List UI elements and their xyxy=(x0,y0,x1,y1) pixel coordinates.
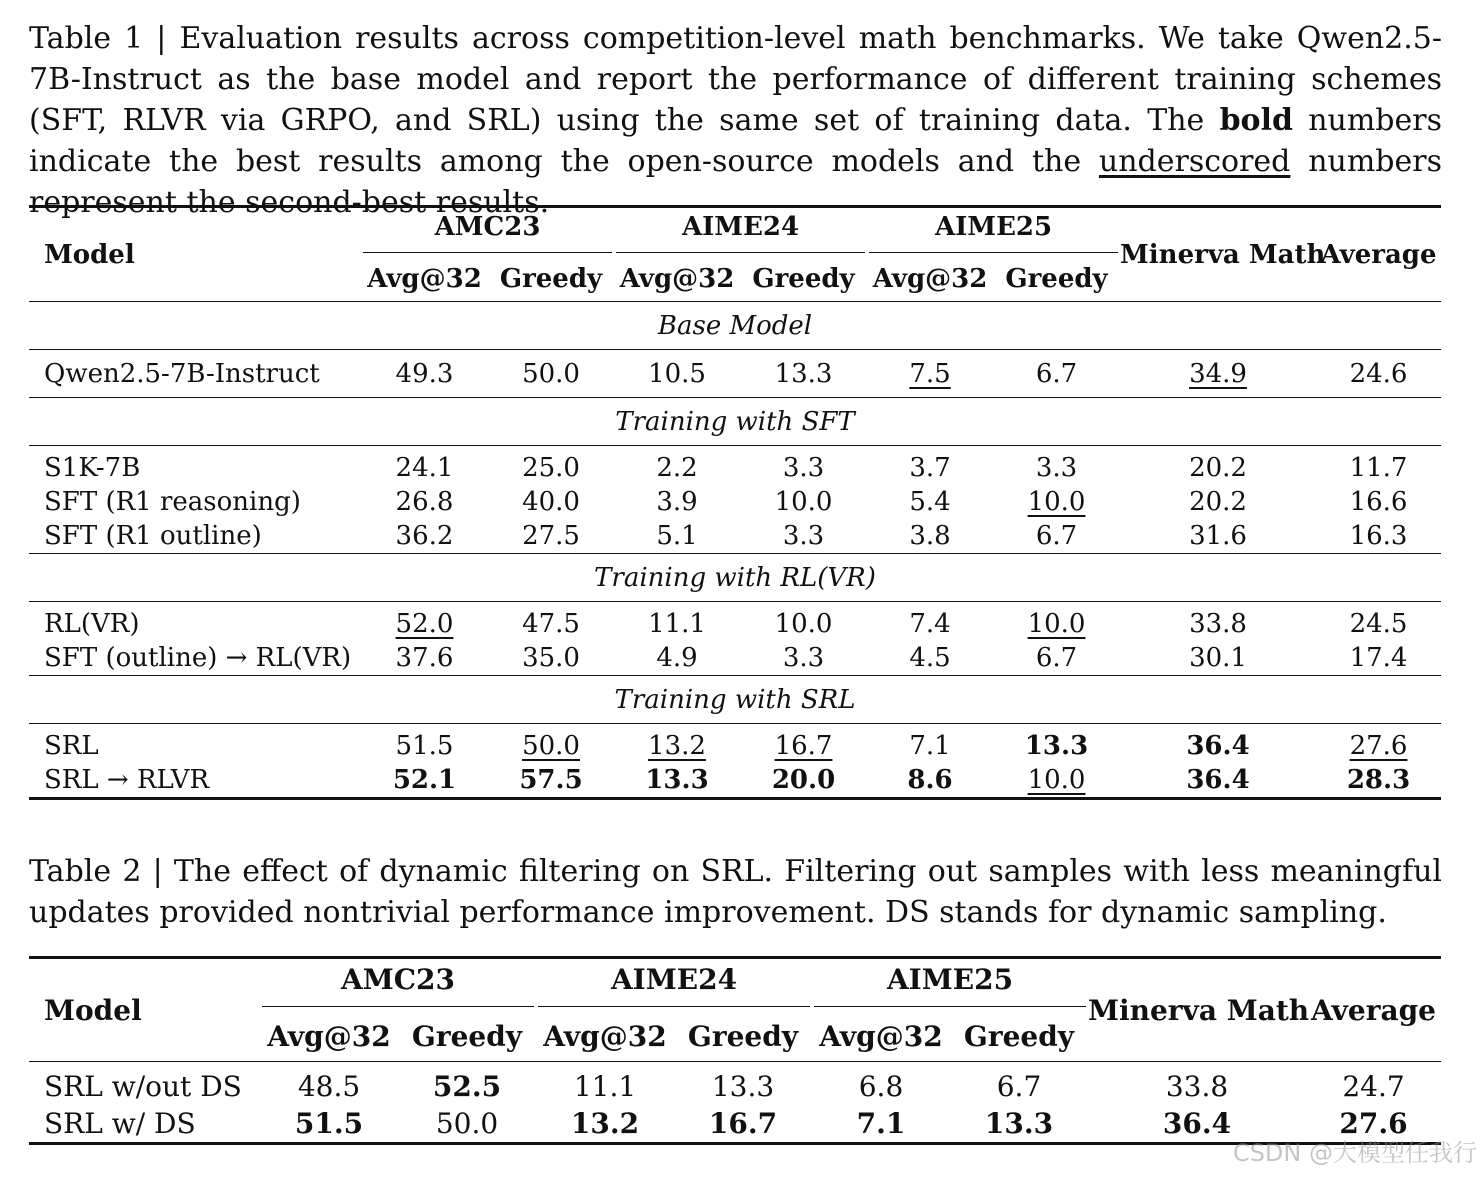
model-cell: SRL → RLVR xyxy=(44,765,210,795)
model-cell: SFT (R1 outline) xyxy=(44,521,262,551)
sub-header: Avg@32 xyxy=(267,1019,391,1053)
value-cell: 13.3 xyxy=(674,1062,812,1106)
value-cell: 13.3 xyxy=(993,724,1120,764)
value-cell: 4.5 xyxy=(909,643,951,673)
value-cell: 40.0 xyxy=(522,487,580,517)
value-cell: 3.3 xyxy=(740,446,867,486)
value-cell: 3.9 xyxy=(656,487,698,517)
table-row xyxy=(29,1062,1441,1106)
table-row xyxy=(29,519,1441,554)
value-cell: 47.5 xyxy=(488,602,614,642)
value-cell: 8.6 xyxy=(907,765,953,795)
value-cell: 6.7 xyxy=(1035,643,1078,673)
caption-bold-word: bold xyxy=(1219,103,1293,138)
value-cell: 48.5 xyxy=(260,1062,398,1106)
value-cell: 27.6 xyxy=(1339,1107,1408,1140)
model-cell: SRL w/ DS xyxy=(44,1107,196,1140)
value-cell: 24.5 xyxy=(1316,602,1441,642)
table2-caption-text: The effect of dynamic filtering on SRL. Filtering out samples with less meaningful updates provided nontrivial performance improvement. DS stands for dynamic sampling. xyxy=(29,854,1442,930)
value-cell: 30.1 xyxy=(1189,643,1247,673)
group-header-amc23: AMC23 xyxy=(260,958,536,1012)
group-header-aime24: AIME24 xyxy=(536,958,812,1012)
value-cell: 13.3 xyxy=(645,765,709,795)
value-cell: 57.5 xyxy=(519,765,583,795)
value-cell: 51.5 xyxy=(361,724,488,764)
value-cell: 26.8 xyxy=(395,487,454,517)
table-row xyxy=(29,485,1441,519)
model-cell: SFT (R1 reasoning) xyxy=(44,487,301,517)
table-row xyxy=(29,602,1441,642)
value-cell: 13.3 xyxy=(740,350,867,398)
value-cell: 24.7 xyxy=(1306,1062,1441,1106)
sub-header: Avg@32 xyxy=(619,263,735,294)
table1-label: Table 1 | xyxy=(29,21,180,56)
caption-underline-word: underscored xyxy=(1098,144,1291,179)
minerva-header: Minerva Math xyxy=(1120,239,1326,270)
value-cell: 3.8 xyxy=(909,521,951,551)
value-cell: 16.7 xyxy=(708,1107,778,1140)
value-cell: 6.7 xyxy=(993,350,1120,398)
value-cell: 35.0 xyxy=(522,643,580,673)
value-cell: 52.0 xyxy=(361,602,488,642)
table-row xyxy=(29,724,1441,764)
value-cell: 20.2 xyxy=(1120,446,1316,486)
value-cell: 13.2 xyxy=(614,724,740,764)
table-row xyxy=(29,350,1441,398)
value-cell: 37.6 xyxy=(395,643,454,673)
value-cell: 4.9 xyxy=(656,643,698,673)
value-cell: 5.1 xyxy=(656,521,698,551)
value-cell: 31.6 xyxy=(1189,521,1247,551)
sub-header: Greedy xyxy=(1005,263,1108,294)
sub-header: Greedy xyxy=(411,1019,523,1053)
value-cell: 7.1 xyxy=(867,724,993,764)
model-cell: SFT (outline) → RL(VR) xyxy=(44,643,352,673)
value-cell: 50.0 xyxy=(488,350,614,398)
value-cell: 50.0 xyxy=(488,724,614,764)
table-row xyxy=(29,641,1441,676)
value-cell: 10.5 xyxy=(614,350,740,398)
value-cell: 36.4 xyxy=(1186,765,1250,795)
value-cell: 50.0 xyxy=(435,1107,499,1140)
value-cell: 52.5 xyxy=(398,1062,536,1106)
sub-header: Avg@32 xyxy=(543,1019,667,1053)
value-cell: 27.5 xyxy=(522,521,580,551)
value-cell: 13.2 xyxy=(570,1107,640,1140)
value-cell: 10.0 xyxy=(1027,765,1086,795)
table1 xyxy=(29,205,1441,800)
value-cell: 10.0 xyxy=(774,487,833,517)
value-cell: 25.0 xyxy=(488,446,614,486)
section-title: Training with RL(VR) xyxy=(29,554,1441,602)
value-cell: 36.2 xyxy=(395,521,454,551)
average-header: Average xyxy=(1320,239,1437,270)
table2 xyxy=(29,956,1441,1145)
value-cell: 49.3 xyxy=(361,350,488,398)
value-cell: 20.2 xyxy=(1189,487,1247,517)
sub-header: Avg@32 xyxy=(367,263,482,294)
value-cell: 36.4 xyxy=(1120,724,1316,764)
table1-caption-text-b: numbers indicate the best results among the open-source models and the xyxy=(29,103,1442,179)
value-cell: 7.5 xyxy=(867,350,993,398)
value-cell: 13.3 xyxy=(984,1107,1054,1140)
value-cell: 27.6 xyxy=(1316,724,1441,764)
table1-caption-text-a: Evaluation results across competition-level math benchmarks. We take Qwen2.5-7B-Instruct as the base model and report the performance of different training schemes (SFT, RLVR via GRPO, and SRL) using the same set of training data. The xyxy=(29,21,1442,138)
value-cell: 6.7 xyxy=(1035,521,1078,551)
value-cell: 6.7 xyxy=(950,1062,1088,1106)
section-title: Training with SFT xyxy=(29,398,1441,446)
table2-label: Table 2 | xyxy=(29,854,174,889)
value-cell: 3.7 xyxy=(867,446,993,486)
model-cell: SRL xyxy=(29,724,361,764)
table-row xyxy=(29,446,1441,486)
value-cell: 10.0 xyxy=(993,602,1120,642)
value-cell: 20.0 xyxy=(771,765,836,795)
value-cell: 52.1 xyxy=(392,765,457,795)
value-cell: 16.7 xyxy=(740,724,867,764)
value-cell: 28.3 xyxy=(1346,765,1411,795)
section-title: Training with SRL xyxy=(29,676,1441,724)
value-cell: 17.4 xyxy=(1349,643,1408,673)
model-header: Model xyxy=(44,239,135,270)
table-row xyxy=(29,1105,1441,1144)
table2-caption xyxy=(29,851,1442,933)
value-cell: 36.4 xyxy=(1162,1107,1232,1140)
value-cell: 34.9 xyxy=(1120,350,1316,398)
sub-header: Greedy xyxy=(963,1019,1075,1053)
value-cell: 24.6 xyxy=(1316,350,1441,398)
sub-header: Greedy xyxy=(687,1019,799,1053)
sub-header: Greedy xyxy=(499,263,603,294)
minerva-header: Minerva Math xyxy=(1088,993,1310,1027)
value-cell: 5.4 xyxy=(909,487,951,517)
value-cell: 24.1 xyxy=(361,446,488,486)
section-title: Base Model xyxy=(29,302,1441,350)
value-cell: 11.7 xyxy=(1316,446,1441,486)
value-cell: 10.0 xyxy=(740,602,867,642)
sub-header: Avg@32 xyxy=(819,1019,943,1053)
value-cell: 11.1 xyxy=(614,602,740,642)
value-cell: 6.8 xyxy=(812,1062,950,1106)
value-cell: 7.1 xyxy=(856,1107,906,1140)
sub-header: Avg@32 xyxy=(872,263,988,294)
group-header-amc23: AMC23 xyxy=(361,207,614,257)
value-cell: 7.4 xyxy=(867,602,993,642)
value-cell: 51.5 xyxy=(294,1107,364,1140)
watermark: CSDN @大模型任我行 xyxy=(1232,1139,1477,1167)
group-header-aime25: AIME25 xyxy=(867,207,1120,257)
value-cell: 3.3 xyxy=(782,643,825,673)
value-cell: 33.8 xyxy=(1088,1062,1306,1106)
model-cell: SRL w/out DS xyxy=(29,1062,260,1106)
model-cell: S1K-7B xyxy=(29,446,361,486)
model-cell: RL(VR) xyxy=(29,602,361,642)
value-cell: 16.3 xyxy=(1349,521,1408,551)
group-header-aime24: AIME24 xyxy=(614,207,867,257)
group-header-aime25: AIME25 xyxy=(812,958,1088,1012)
table1-caption-text-c: numbers represent the second-best results. xyxy=(29,144,1442,220)
average-header: Average xyxy=(1311,993,1436,1027)
sub-header: Greedy xyxy=(752,263,855,294)
value-cell: 2.2 xyxy=(614,446,740,486)
value-cell: 3.3 xyxy=(782,521,825,551)
model-cell: Qwen2.5-7B-Instruct xyxy=(29,350,361,398)
value-cell: 3.3 xyxy=(993,446,1120,486)
value-cell: 11.1 xyxy=(536,1062,674,1106)
value-cell: 16.6 xyxy=(1349,487,1408,517)
table1-caption xyxy=(29,18,1442,223)
value-cell: 33.8 xyxy=(1120,602,1316,642)
value-cell: 10.0 xyxy=(1027,487,1086,517)
model-header: Model xyxy=(44,993,142,1027)
table-row xyxy=(29,763,1441,799)
